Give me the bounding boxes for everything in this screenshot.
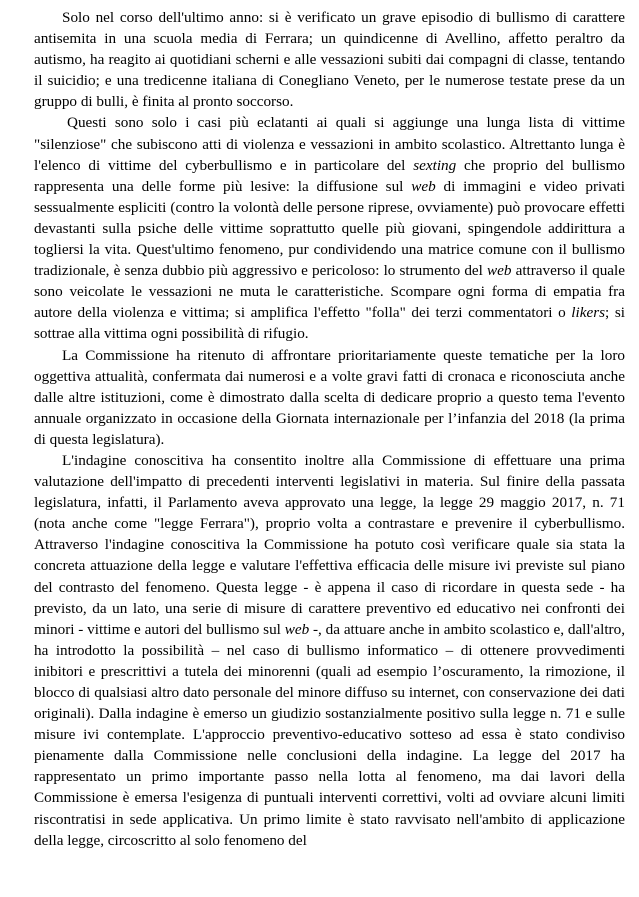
paragraph-2-text-b: che proprio del bullismo rappresenta una delle forme più lesive: la diffusione sul	[34, 156, 625, 195]
document-page	[34, 7, 625, 851]
paragraph-2-text-e: ; si sottrae alla vittima ogni possibilità di rifugio.	[34, 304, 625, 343]
paragraph-3-text: La Commissione ha ritenuto di affrontare prioritariamente queste tematiche per la loro oggettiva attualità, confermata dai numerosi e a volte gravi fatti di cronaca e riconosciuta anche dalle altre istituzioni, come è dimostrato dalla scelta di dedicare proprio a questo tema l'evento annuale organizzato in occasione della Giornata internazionale per l’infanzia del 2018 (la prima di questa legislatura).	[34, 346, 625, 448]
paragraph-3	[34, 345, 625, 450]
paragraph-1	[34, 7, 625, 112]
italic-term-web: web	[487, 262, 512, 280]
paragraph-4-text-b: -, da attuare anche in ambito scolastico e, dall'altro, ha introdotto la possibilità – nel caso di bullismo informatico – di ottenere provvedimenti inibitori e prescrittivi a tutela dei minorenni (quali ad esempio l’oscuramento, la rimozione, il blocco di qualsiasi altro dato personale del minore diffuso su internet, con conservazione dei dati originali). Dalla indagine è emerso un giudizio sostanzialmente positivo sulla legge n. 71 e sulle misure ivi contemplate. L'approccio preventivo-educativo sotteso ad essa è stato condiviso pienamente dalla Commissione nelle conclusioni della indagine. La legge del 2017 ha rappresentato un primo importante passo nella lotta al fenomeno, ma dai lavori della Commissione è emersa l'esigenza di puntuali interventi correttivi, volti ad ovviare alcuni limiti riscontratisi in sede applicativa. Un primo limite è stato ravvisato nell'ambito di applicazione della legge, circoscritto al solo fenomeno del	[34, 620, 625, 849]
paragraph-2-text-c: di immagini e video privati sessualmente espliciti (contro la volontà delle persone riprese, ovviamente) può provocare effetti devastanti sulla psiche delle vittime soprattutto quelle più giovani, spingendole addirittura a togliersi la vita. Quest'ultimo fenomeno, pur condividendo una matrice comune con il bullismo tradizionale, è senza dubbio più aggressivo e pericoloso: lo strumento del	[34, 177, 625, 280]
paragraph-4-text-a: L'indagine conoscitiva ha consentito inoltre alla Commissione di effettuare una prima valutazione dell'impatto di precedenti interventi legislativi in materia. Sul finire della passata legislatura, infatti, il Parlamento aveva approvato una legge, la legge 29 maggio 2017, n. 71 (nota anche come "legge Ferrara"), proprio volta a contrastare e prevenire il cyberbullismo. Attraverso l'indagine conoscitiva la Commissione ha potuto così verificare quale sia stata la concreta attuazione della legge e valutare l'effettiva efficacia delle misure ivi previste sul piano del contrasto del fenomeno. Questa legge - è appena il caso di ricordare in questa sede - ha previsto, da un lato, una serie di misure di carattere preventivo ed educativo nei confronti dei minori - vittime e autori del bullismo sul	[34, 451, 625, 638]
italic-term-sexting: sexting	[413, 156, 457, 174]
italic-term-web: web	[284, 620, 310, 638]
paragraph-2-text-a: Questi sono solo i casi più eclatanti ai quali si aggiunge una lunga lista di vittime "silenziose" che subiscono atti di violenza e vessazioni in ambito scolastico. Altrettanto lunga è l'elenco di vittime del cyberbullismo e in particolare del	[34, 114, 625, 174]
paragraph-1-text: Solo nel corso dell'ultimo anno: si è verificato un grave episodio di bullismo di carattere antisemita in una scuola media di Ferrara; un quindicenne di Avellino, affetto peraltro da autismo, ha reagito ai quotidiani scherni e alle vessazioni subiti dai compagni di classe, tentando il suicidio; e una tredicenne italiana di Conegliano Veneto, per le numerose testate prese da un gruppo di bulli, è finita al pronto soccorso.	[34, 9, 625, 111]
paragraph-2-text-d: attraverso il quale sono veicolate le vessazioni ne muta le caratteristiche. Scompare ogni forma di empatia fra autore della violenza e vittima; si amplifica l'effetto "folla" dei terzi commentatori o	[34, 262, 625, 322]
italic-term-web: web	[411, 177, 436, 195]
italic-term-likers: likers	[571, 304, 606, 322]
paragraph-4	[34, 450, 625, 851]
paragraph-2	[34, 112, 625, 344]
